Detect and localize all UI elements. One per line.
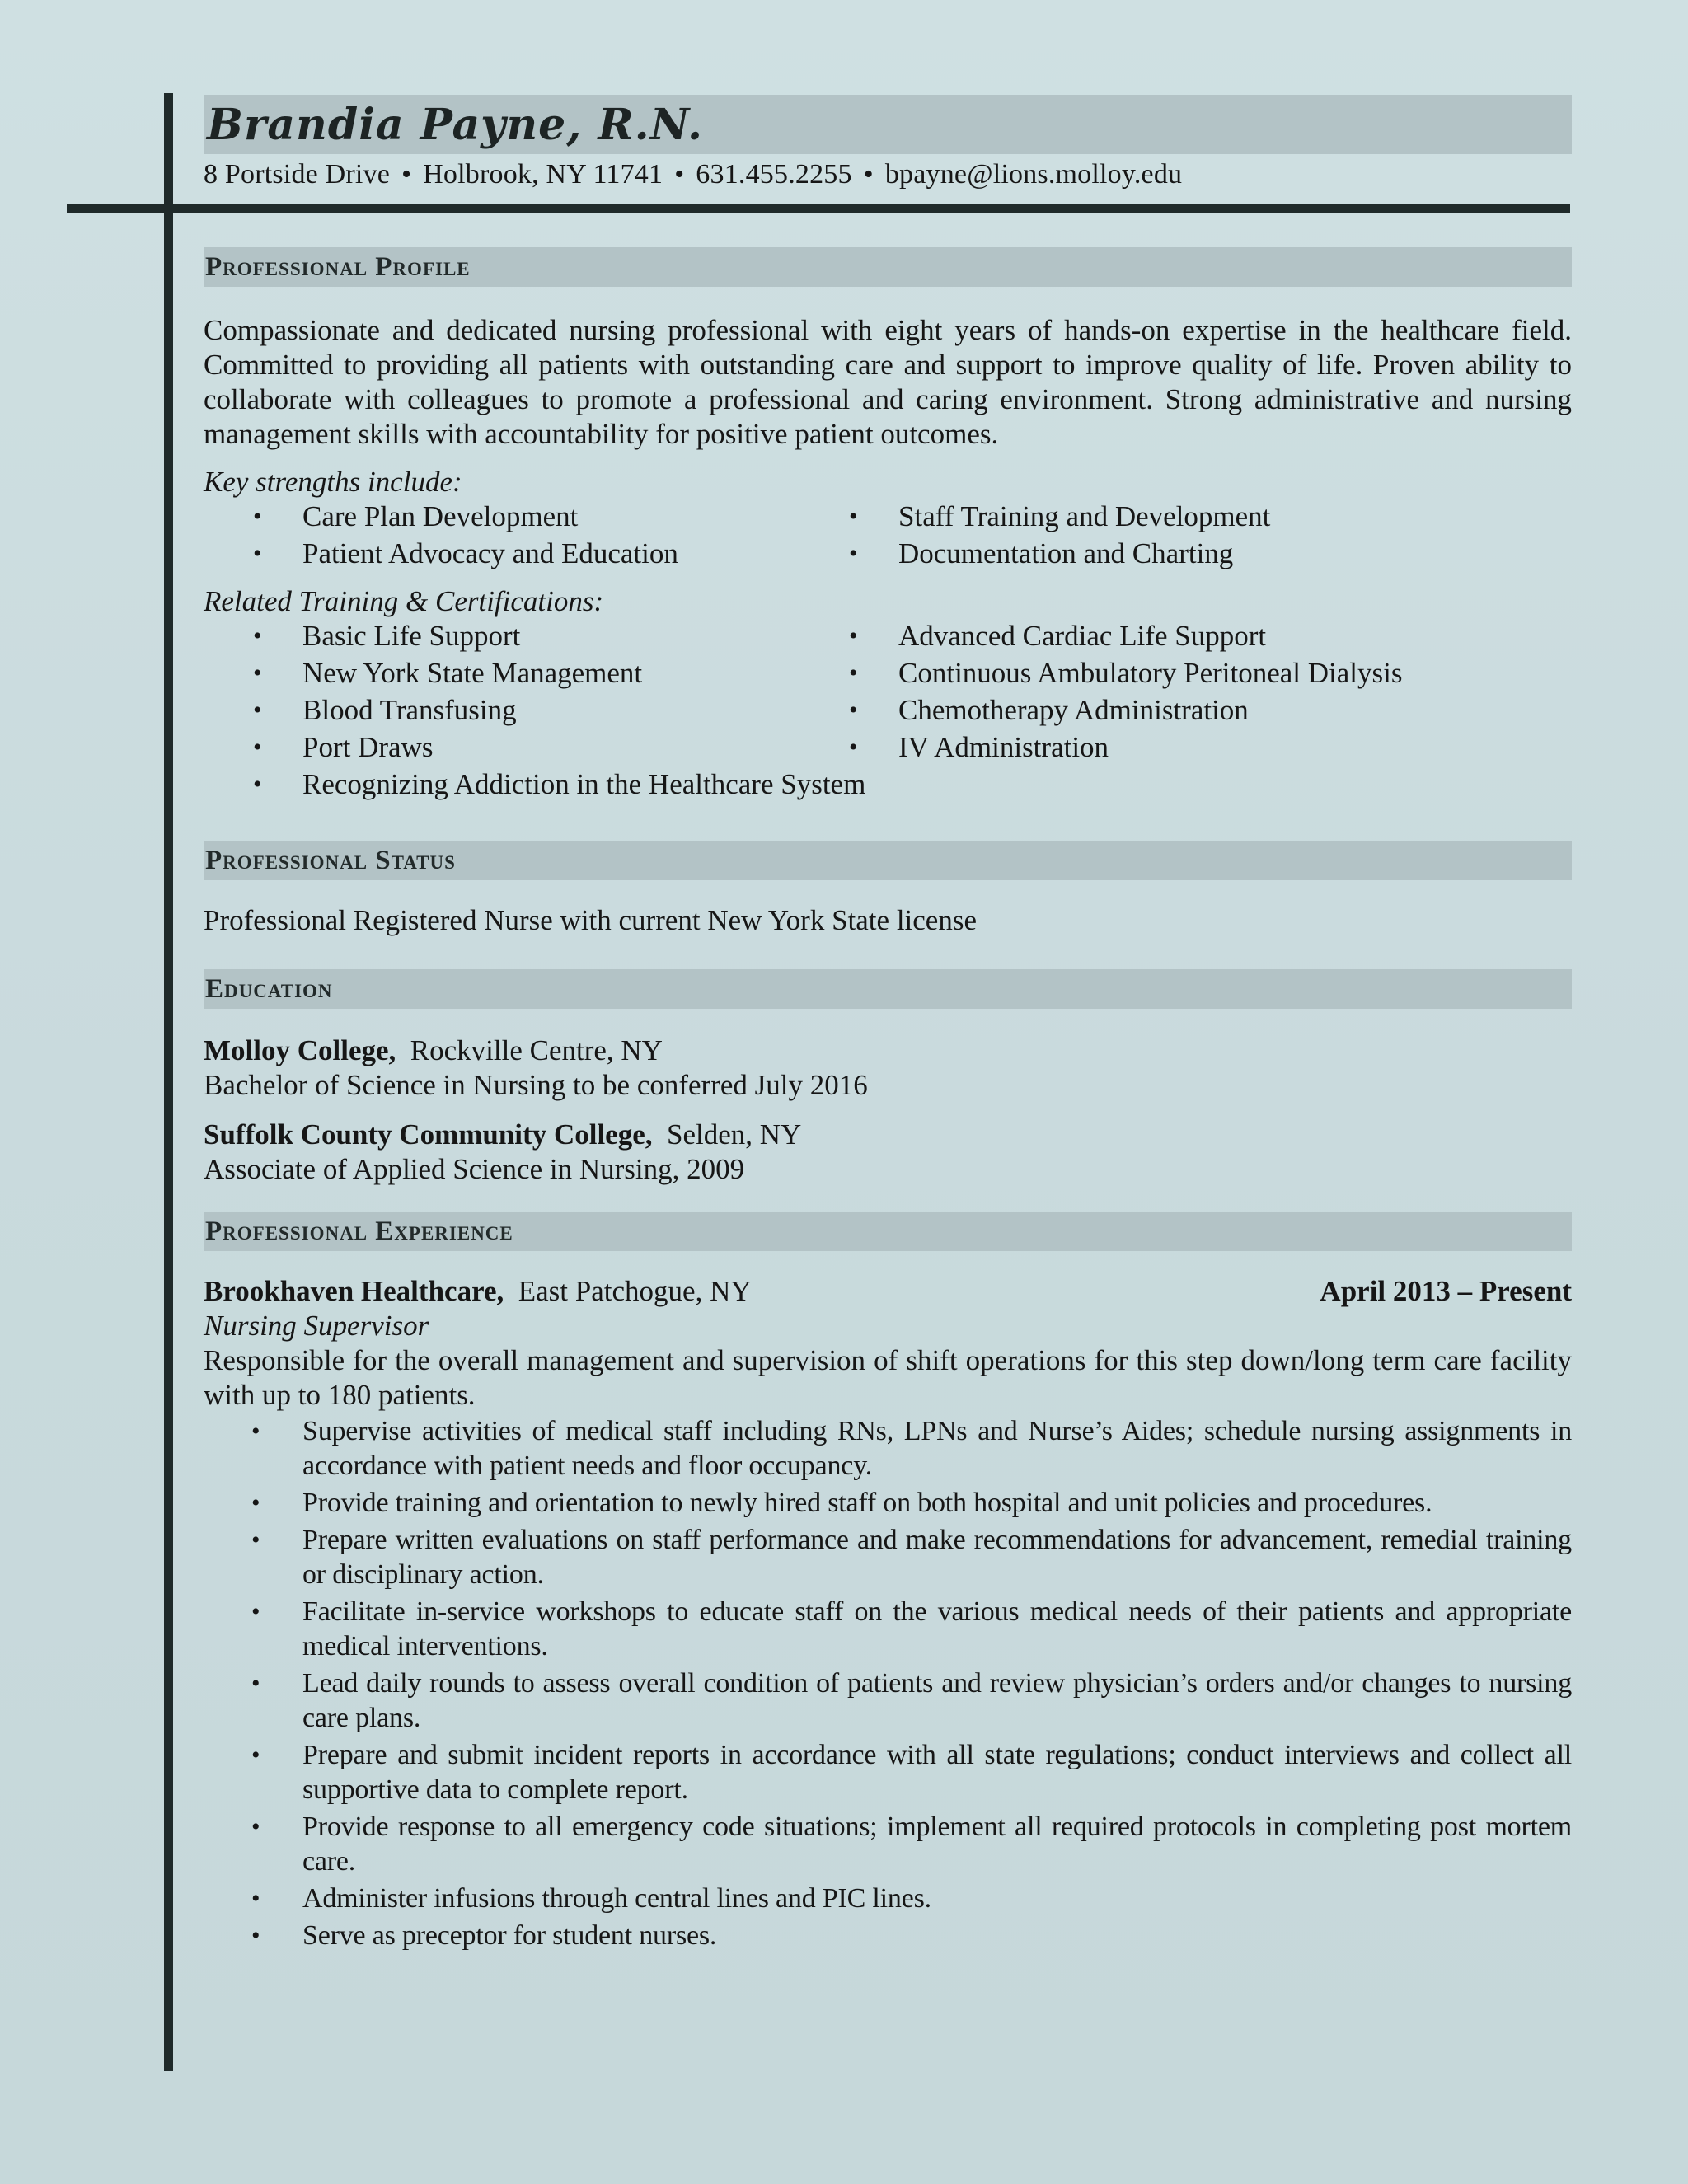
list-item: • Care Plan Development — [204, 499, 799, 534]
list-item: • Port Draws — [204, 730, 799, 765]
school-location: Rockville Centre, NY — [410, 1034, 663, 1066]
list-item: • Continuous Ambulatory Peritoneal Dialysis — [799, 656, 1541, 691]
school-name: Suffolk County Community College, — [204, 1118, 653, 1151]
list-item: • New York State Management — [204, 656, 799, 691]
list-item: • Recognizing Addiction in the Healthcare System — [204, 767, 1541, 802]
section-heading-education: Education — [204, 969, 1572, 1009]
experience-entry — [204, 1274, 1572, 1953]
employer-location: East Patchogue, NY — [518, 1275, 752, 1307]
section-heading-profile: Professional Profile — [204, 247, 1572, 287]
vertical-rule — [164, 93, 173, 2071]
school-location: Selden, NY — [666, 1118, 802, 1151]
profile-summary: Compassionate and dedicated nursing professional with eight years of hands-on expertise in the healthcare field. Committed to providing all patients with outstanding care and support to improve quality of life. Proven ability to collaborate with colleagues to promote a professional and caring environment. Strong administrative and nursing management skills with accountability for positive patient outcomes. — [204, 314, 1572, 450]
name-banner — [204, 95, 1572, 154]
contact-email[interactable]: bpayne@lions.molloy.edu — [884, 159, 1183, 190]
contact-separator: • — [401, 159, 412, 190]
contact-separator: • — [863, 159, 874, 190]
list-item: • Prepare and submit incident reports in accordance with all state regulations; conduct interviews and collect all supportive data to complete report. — [204, 1738, 1572, 1807]
job-summary: Responsible for the overall management and supervision of shift operations for this step down/long term care facility with up to 180 patients. — [204, 1344, 1572, 1411]
list-item: • IV Administration — [799, 730, 1541, 765]
duties-list — [204, 1414, 1572, 1953]
education-entry — [204, 1118, 1572, 1187]
list-item: • Advanced Cardiac Life Support — [799, 619, 1541, 654]
list-item: • Documentation and Charting — [799, 537, 1541, 571]
training-label: Related Training & Certifications: — [204, 585, 604, 617]
list-item: • Lead daily rounds to assess overall condition of patients and review physician’s orders and/or changes to nursing care plans. — [204, 1666, 1572, 1736]
degree: Bachelor of Science in Nursing to be conferred July 2016 — [204, 1069, 868, 1101]
list-item: • Chemotherapy Administration — [799, 693, 1541, 728]
list-item: • Staff Training and Development — [799, 499, 1541, 534]
employment-dates: April 2013 – Present — [1320, 1275, 1572, 1307]
status-text: Professional Registered Nurse with current New York State license — [204, 904, 977, 936]
list-item: • Prepare written evaluations on staff performance and make recommendations for advancement, remedial training or disciplinary action. — [204, 1523, 1572, 1592]
key-strengths-list — [204, 499, 1572, 571]
applicant-name: Brandia Payne, R.N. — [207, 99, 704, 150]
employer-name: Brookhaven Healthcare, — [204, 1275, 504, 1307]
list-item: • Supervise activities of medical staff including RNs, LPNs and Nurse’s Aides; schedule nursing assignments in accordance with patient needs and floor occupancy. — [204, 1414, 1572, 1483]
contact-address: 8 Portside Drive — [204, 159, 391, 190]
education-entry — [204, 1033, 1572, 1103]
degree: Associate of Applied Science in Nursing, 2009 — [204, 1153, 745, 1185]
section-heading-status: Professional Status — [204, 841, 1572, 880]
section-heading-experience: Professional Experience — [204, 1212, 1572, 1251]
list-item: • Provide training and orientation to newly hired staff on both hospital and unit policies and procedures. — [204, 1486, 1572, 1521]
contact-phone: 631.455.2255 — [696, 159, 852, 190]
training-list — [204, 619, 1572, 802]
key-strengths-label: Key strengths include: — [204, 466, 462, 498]
list-item: • Blood Transfusing — [204, 693, 799, 728]
job-title: Nursing Supervisor — [204, 1310, 429, 1342]
contact-line — [204, 159, 1572, 190]
list-item: • Administer infusions through central lines and PIC lines. — [204, 1882, 1572, 1916]
list-item: • Patient Advocacy and Education — [204, 537, 799, 571]
list-item: • Serve as preceptor for student nurses. — [204, 1919, 1572, 1953]
list-item: • Provide response to all emergency code situations; implement all required protocols in completing post mortem care. — [204, 1810, 1572, 1879]
list-item: • Basic Life Support — [204, 619, 799, 654]
contact-separator: • — [674, 159, 685, 190]
resume-content — [204, 95, 1572, 1956]
contact-city: Holbrook, NY 11741 — [423, 159, 663, 190]
list-item: • Facilitate in-service workshops to educate staff on the various medical needs of their patients and appropriate medical interventions. — [204, 1595, 1572, 1664]
school-name: Molloy College, — [204, 1034, 396, 1066]
